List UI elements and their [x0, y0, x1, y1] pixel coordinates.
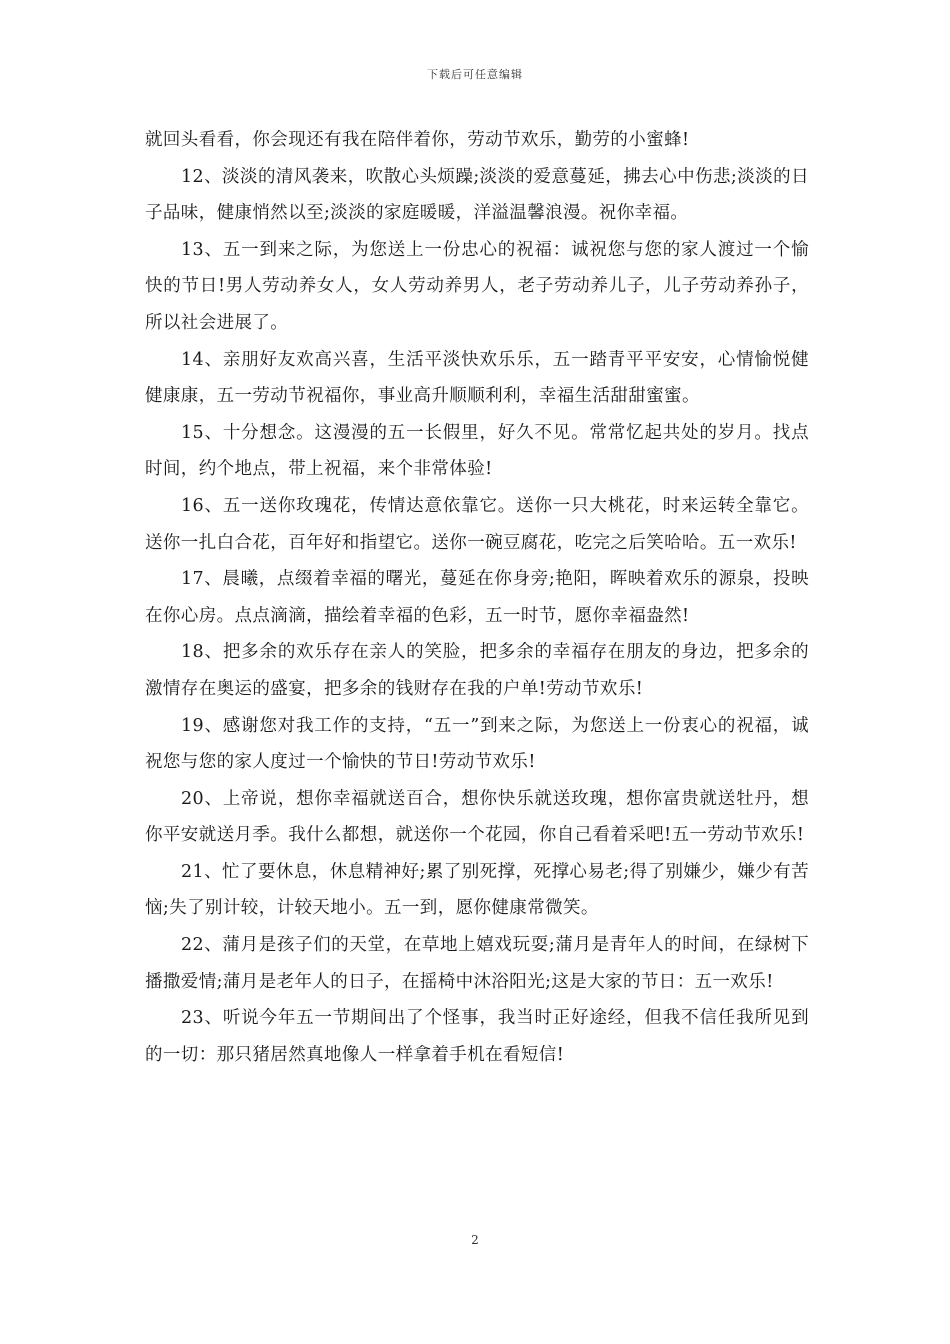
page-header: 下载后可任意编辑 [427, 68, 523, 81]
paragraph-18: 18、把多余的欢乐存在亲人的笑脸，把多余的幸福存在朋友的身边，把多余的激情存在奥运的盛宴，把多余的钱财存在我的户单!劳动节欢乐! [145, 642, 809, 699]
paragraph-21: 21、忙了要休息，休息精神好;累了别死撑，死撑心易老;得了别嫌少，嫌少有苦恼;失了别计较，计较天地小。五一到，愿你健康常微笑。 [145, 861, 809, 919]
page-number: 2 [471, 1233, 479, 1247]
paragraph-15: 15、十分想念。这漫漫的五一长假里，好久不见。常常忆起共处的岁月。找点时间，约个地点，带上祝福，来个非常体验! [145, 422, 809, 480]
paragraph-13: 13、五一到来之际，为您送上一份忠心的祝福：诚祝您与您的家人渡过一个愉快的节日!男人劳动养女人，女人劳动养男人，老子劳动养儿子，儿子劳动养孙子，所以社会进展了。 [145, 239, 809, 333]
document-body [145, 122, 809, 1073]
paragraph-16: 16、五一送你玫瑰花，传情达意依靠它。送你一只大桃花，时来运转全靠它。送你一扎白合花，百年好和指望它。送你一碗豆腐花，吃完之后笑哈哈。五一欢乐! [145, 495, 809, 553]
paragraph-23: 23、听说今年五一节期间出了个怪事，我当时正好途经，但我不信任我所见到的一切：那只猪居然真地像人一样拿着手机在看短信! [145, 1008, 809, 1065]
paragraph-12: 12、淡淡的清风袭来，吹散心头烦躁;淡淡的爱意蔓延，拂去心中伤悲;淡淡的日子品味，健康悄然以至;淡淡的家庭暖暖，洋溢温馨浪漫。祝你幸福。 [145, 166, 809, 224]
paragraph-17: 17、晨曦，点缀着幸福的曙光，蔓延在你身旁;艳阳，晖映着欢乐的源泉，投映在你心房。点点滴滴，描绘着幸福的色彩，五一时节，愿你幸福盎然! [145, 569, 809, 626]
paragraph-19: 19、感谢您对我工作的支持，“五一”到来之际，为您送上一份衷心的祝福，诚祝您与您的家人度过一个愉快的节日!劳动节欢乐! [145, 715, 809, 773]
paragraph-14: 14、亲朋好友欢高兴喜，生活平淡快欢乐乐，五一踏青平平安安，心情愉悦健健康康，五一劳动节祝福你，事业高升顺顺利利，幸福生活甜甜蜜蜜。 [145, 349, 809, 407]
paragraph-22: 22、蒲月是孩子们的天堂，在草地上嬉戏玩耍;蒲月是青年人的时间，在绿树下播撒爱情;蒲月是老年人的日子，在摇椅中沐浴阳光;这是大家的节日：五一欢乐! [145, 935, 809, 992]
paragraph-continuation: 就回头看看，你会现还有我在陪伴着你，劳动节欢乐，勤劳的小蜜蜂! [145, 130, 690, 150]
paragraph-20: 20、上帝说，想你幸福就送百合，想你快乐就送玫瑰，想你富贵就送牡丹，想你平安就送月季。我什么都想，就送你一个花园，你自己看着采吧!五一劳动节欢乐! [145, 788, 809, 846]
